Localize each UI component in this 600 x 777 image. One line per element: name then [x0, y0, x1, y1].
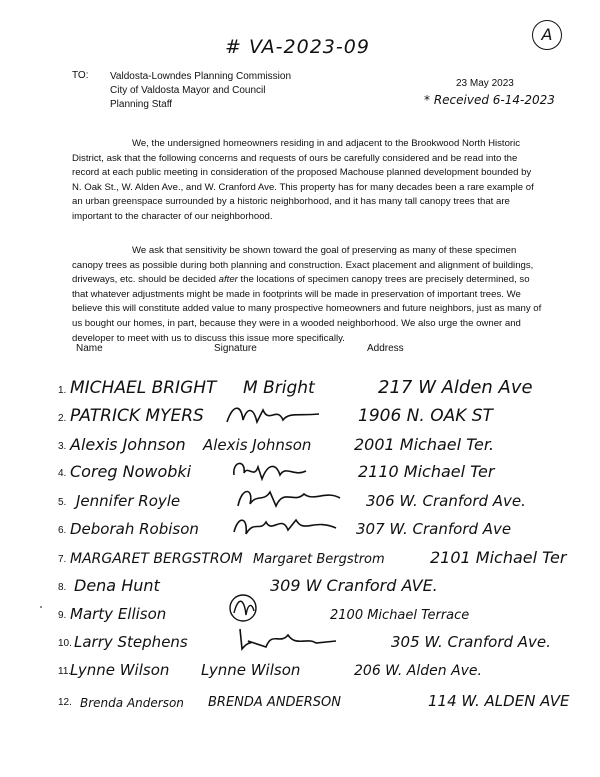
letter-date: 23 May 2023: [456, 78, 514, 89]
scan-speck: [40, 606, 42, 608]
received-note: * Received 6-14-2023: [424, 93, 555, 107]
address: 309 W Cranford AVE.: [270, 576, 438, 595]
signature-scribble: [234, 484, 344, 512]
address: 217 W Alden Ave: [378, 377, 533, 398]
signature: M Bright: [243, 378, 315, 398]
signature-scribble: [230, 512, 340, 540]
address: 206 W. Alden Ave.: [354, 663, 482, 679]
petition-paragraph-1: We, the undersigned homeowners residing in and adjacent to the Brookwood North Historic District, ask that the following concerns and requests of ours be carefully considered and be read into the record at each public meeting in consideration of the proposed Machouse planned development bounded by N. Oak St., W. Alden Ave., and W. Cranford Ave. This property has for many decades been a rare example of an urban greenspace surrounded by a historic neighborhood, and it has many tall canopy trees that are important to the character of our neighborhood.: [72, 138, 534, 222]
recipient-line: Valdosta-Lowndes Planning Commission: [110, 71, 292, 82]
printed-name: Dena Hunt: [74, 576, 160, 595]
signature-row: [58, 428, 583, 456]
address: 114 W. ALDEN AVE: [428, 692, 570, 710]
row-number: 1.: [58, 385, 67, 396]
row-number: 11.: [58, 666, 72, 677]
signature-row: [58, 625, 583, 653]
address: 2001 Michael Ter.: [354, 435, 495, 454]
printed-name: Coreg Nowobki: [70, 462, 192, 481]
case-number: # VA-2023-09: [225, 36, 370, 58]
row-number: 4.: [58, 468, 67, 479]
printed-name: MARGARET BERGSTROM: [70, 551, 243, 567]
signature-scribble: [230, 457, 310, 483]
signature-row: [58, 541, 583, 569]
printed-name: Larry Stephens: [74, 633, 188, 651]
recipient-line: City of Valdosta Mayor and Council: [110, 85, 266, 96]
row-number: 9.: [58, 610, 67, 621]
signature: Lynne Wilson: [201, 661, 301, 679]
signature-row: [58, 484, 583, 512]
recipient-line: Planning Staff: [110, 99, 173, 110]
column-header-name: Name: [76, 343, 103, 354]
printed-name: Deborah Robison: [70, 520, 199, 538]
recipient-list: [110, 70, 291, 112]
column-header-address: Address: [367, 343, 404, 354]
signature-row: [58, 372, 583, 400]
row-number: 5.: [58, 497, 67, 508]
address: 2101 Michael Ter: [430, 548, 567, 567]
address: 306 W. Cranford Ave.: [366, 492, 526, 510]
signature-scribble: [236, 625, 346, 653]
paragraph-2-text-a: We ask that sensitivity be shown toward the goal of preserving as many of these specimen canopy trees as possible during both planning and construction. Exact placement and alignment of buildings, driveways, etc. should be decided: [72, 245, 534, 286]
column-header-signature: Signature: [214, 343, 257, 354]
signature-row: [58, 400, 583, 428]
signature: Alexis Johnson: [203, 436, 312, 454]
address: 305 W. Cranford Ave.: [391, 633, 551, 651]
signature-row: [58, 455, 583, 483]
paragraph-2-text-b: the locations of specimen canopy trees are precisely determined, so that whatever adjustments might be made in footprints will be made in preservation of important trees. We believe this will constitute added value to many prospective homeowners and future neighbors, just as many of us bought our homes, in part, because they were in a wooded neighborhood. We also urge the owner and developer to meet with us to discuss this issue more specifically.: [72, 274, 542, 344]
row-number: 2.: [58, 413, 67, 424]
row-number: 10.: [58, 638, 72, 649]
signature-row: [58, 653, 583, 681]
signature-row: [58, 597, 583, 625]
row-number: 12.: [58, 697, 72, 708]
to-label: TO:: [72, 70, 89, 81]
address: 2100 Michael Terrace: [330, 608, 470, 623]
address: 307 W. Cranford Ave: [356, 520, 512, 538]
row-number: 6.: [58, 525, 67, 536]
signature-scribble: [226, 591, 260, 625]
row-number: 3.: [58, 441, 67, 452]
printed-name: Jennifer Royle: [76, 492, 181, 510]
signature-row: [58, 512, 583, 540]
printed-name: Lynne Wilson: [70, 661, 170, 679]
printed-name: Marty Ellison: [70, 605, 167, 623]
printed-name: PATRICK MYERS: [70, 406, 204, 426]
row-number: 7.: [58, 554, 67, 565]
printed-name: MICHAEL BRIGHT: [70, 378, 217, 398]
paragraph-2-emphasis: after: [218, 274, 238, 286]
signature-scribble: [223, 402, 323, 428]
address: 2110 Michael Ter: [358, 462, 495, 481]
printed-name: Brenda Anderson: [80, 696, 184, 710]
printed-name: Alexis Johnson: [70, 435, 186, 454]
signature-row: [58, 569, 583, 597]
address: 1906 N. OAK ST: [358, 406, 493, 426]
circled-letter: A: [532, 20, 562, 50]
petition-paragraph-2: [72, 244, 542, 346]
signature: BRENDA ANDERSON: [208, 695, 342, 710]
signature: Margaret Bergstrom: [253, 552, 385, 567]
row-number: 8.: [58, 582, 67, 593]
signature-row: [58, 684, 583, 712]
